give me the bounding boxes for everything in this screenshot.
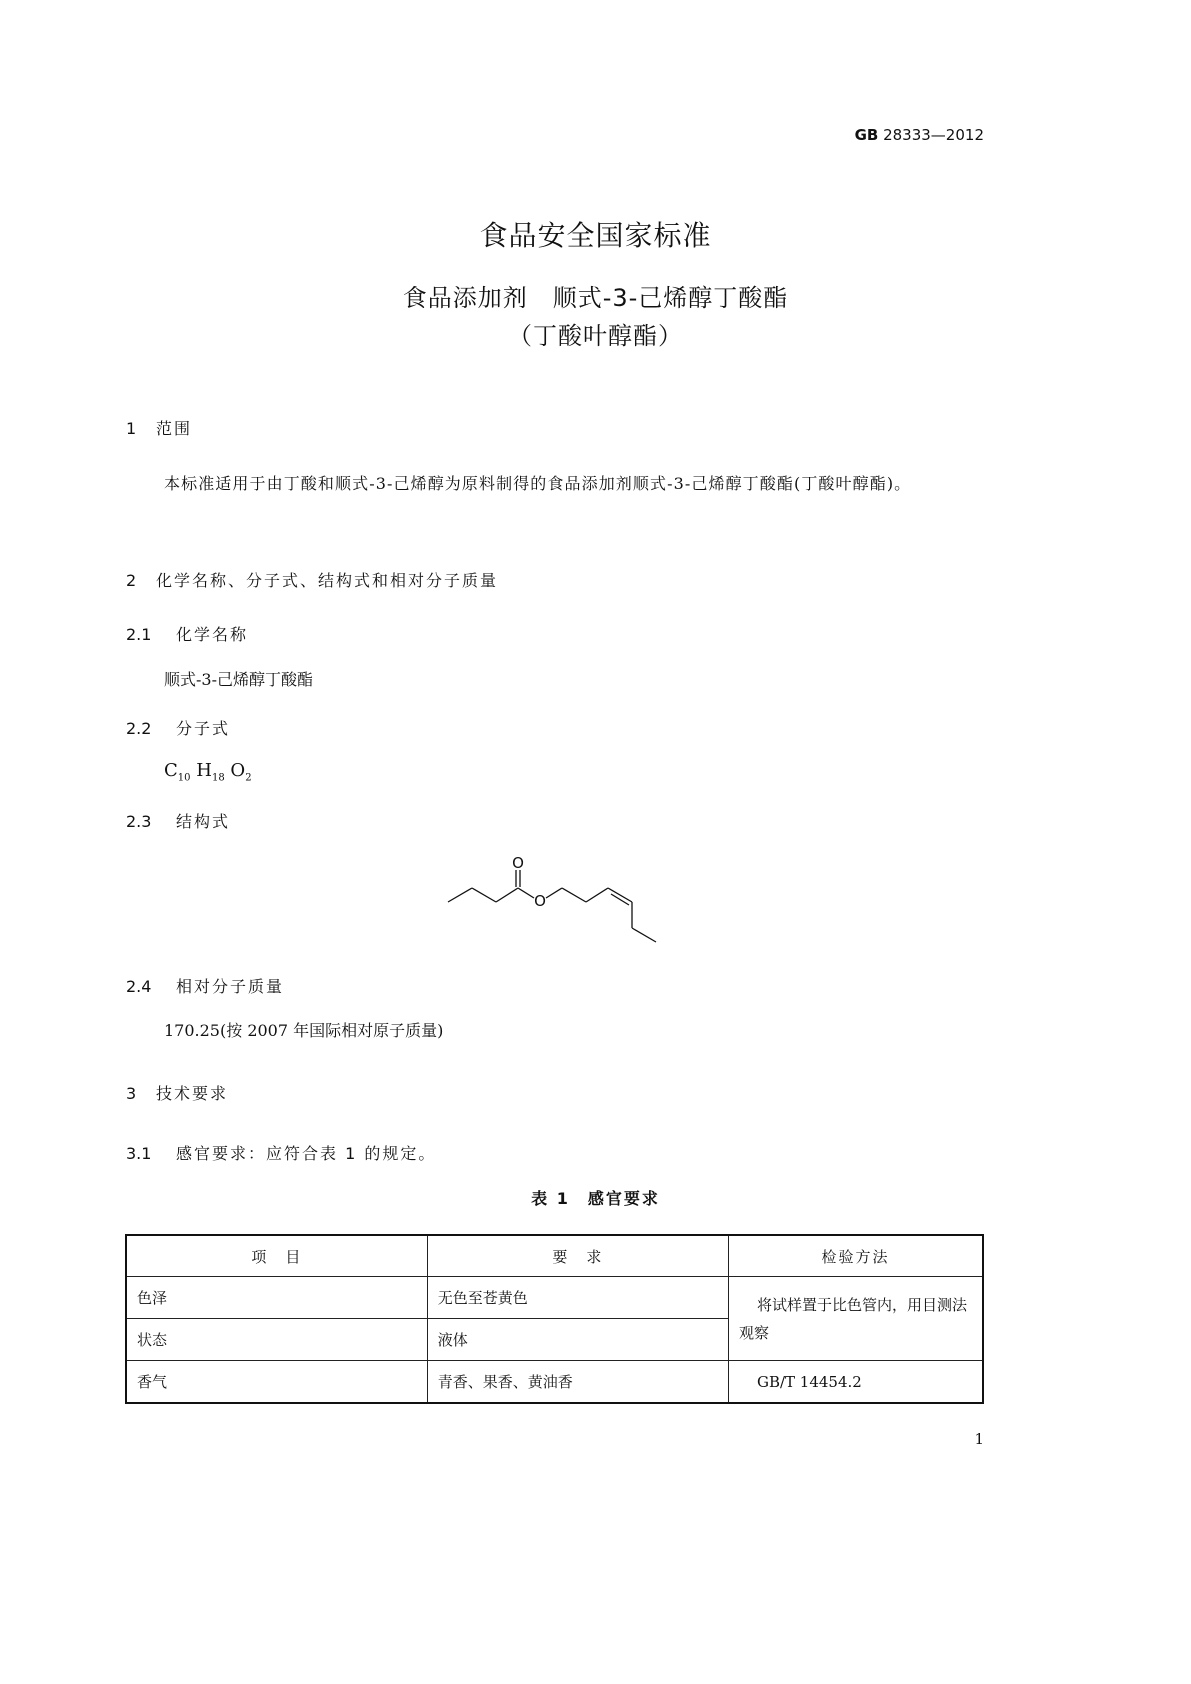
formula-carbon: C (164, 760, 178, 781)
cell-item: 色泽 (126, 1277, 427, 1319)
header-method: 检验方法 (728, 1235, 983, 1277)
formula-hydrogen-count: 18 (211, 772, 225, 784)
formula-oxygen-count: 2 (245, 772, 252, 784)
section-1-heading (126, 416, 192, 439)
carbonyl-oxygen-label: O (512, 854, 524, 872)
alias-title: （丁酸叶醇酯） (508, 322, 683, 350)
section-number: 2.2 (126, 719, 152, 738)
cell-method: GB/T 14454.2 (728, 1361, 983, 1404)
formula-oxygen: O (230, 760, 246, 781)
section-number: 2.4 (126, 977, 152, 996)
chemical-name: 顺式-3-己烯醇丁酸酯 (164, 670, 313, 689)
cell-item: 香气 (126, 1361, 427, 1404)
section-2-2-heading (126, 716, 230, 739)
section-3-heading (126, 1081, 228, 1104)
sub-title: 食品添加剂 顺式-3-己烯醇丁酸酯 (402, 284, 789, 312)
table-row (126, 1277, 983, 1319)
table-row (126, 1361, 983, 1404)
section-number: 3.1 (126, 1144, 152, 1163)
section-2-4-heading (126, 974, 284, 997)
cell-item: 状态 (126, 1319, 427, 1361)
section-number: 2.3 (126, 812, 152, 831)
section-number: 2.1 (126, 625, 152, 644)
formula-carbon-count: 10 (177, 772, 191, 784)
section-title: 化学名称、分子式、结构式和相对分子质量 (156, 571, 499, 590)
page-number: 1 (974, 1430, 984, 1448)
ester-oxygen-label: O (534, 892, 546, 910)
cell-method-merged: 将试样置于比色管内，用目测法观察 (728, 1277, 983, 1361)
section-2-heading (126, 568, 498, 591)
standard-number (820, 126, 984, 144)
section-title: 结构式 (176, 812, 231, 831)
header-item: 项 目 (126, 1235, 427, 1277)
section-number: 1 (126, 419, 137, 438)
cell-requirement: 无色至苍黄色 (427, 1277, 728, 1319)
section-title: 相对分子质量 (176, 977, 285, 996)
scope-paragraph: 本标准适用于由丁酸和顺式-3-己烯醇为原料制得的食品添加剂顺式-3-己烯醇丁酸酯(丁酸叶醇酯)。 (164, 474, 912, 493)
section-2-1-heading (126, 622, 248, 645)
molecule-bonds (448, 870, 656, 942)
standard-code: 28333—2012 (883, 126, 984, 144)
molecular-formula (164, 760, 252, 784)
table-header-row (126, 1235, 983, 1277)
structural-formula (440, 846, 670, 956)
molecular-mass: 170.25(按 2007 年国际相对原子质量) (164, 1021, 444, 1040)
main-title: 食品安全国家标准 (479, 219, 712, 252)
section-number: 3 (126, 1084, 137, 1103)
section-2-3-heading (126, 809, 230, 832)
section-number: 2 (126, 571, 137, 590)
section-title: 化学名称 (176, 625, 249, 644)
section-title: 分子式 (176, 719, 231, 738)
section-title: 感官要求：应符合表 1 的规定。 (176, 1144, 437, 1163)
standard-prefix: GB (854, 126, 879, 144)
section-title: 技术要求 (156, 1084, 229, 1103)
section-3-1-heading (126, 1141, 436, 1164)
section-title: 范围 (156, 419, 193, 438)
header-requirement: 要 求 (427, 1235, 728, 1277)
sensory-requirements-table (125, 1234, 984, 1404)
table-caption: 表 1 感官要求 (531, 1189, 660, 1208)
cell-requirement: 青香、果香、黄油香 (427, 1361, 728, 1404)
cell-requirement: 液体 (427, 1319, 728, 1361)
formula-hydrogen: H (196, 760, 212, 781)
